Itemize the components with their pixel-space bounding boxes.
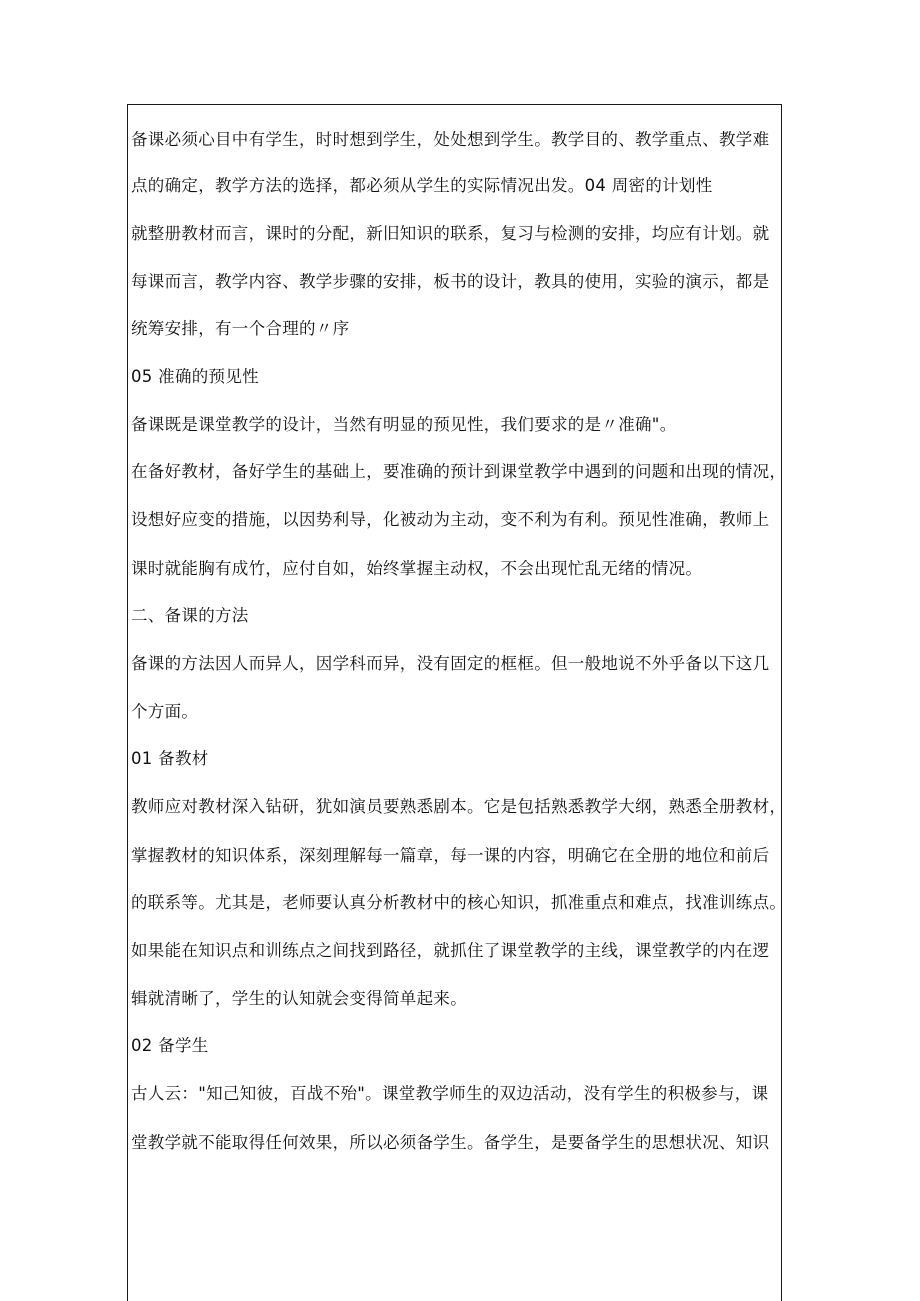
section-heading: 02 备学生 [131, 1036, 209, 1055]
paragraph-line: 的联系等。尤其是，老师要认真分析教材中的核心知识，抓准重点和难点，找准训练点。 [131, 893, 787, 912]
paragraph-line: 设想好应变的措施，以因势利导，化被动为主动，变不利为有利。预见性准确，教师上 [131, 510, 770, 529]
paragraph-line: 堂教学就不能取得任何效果，所以必须备学生。备学生，是要备学生的思想状况、知识 [131, 1133, 770, 1152]
section-heading: 二、备课的方法 [131, 606, 249, 625]
paragraph-line: 辑就清晰了，学生的认知就会变得简单起来。 [131, 989, 467, 1008]
paragraph-line: 点的确定，教学方法的选择，都必须从学生的实际情况出发。04 周密的计划性 [131, 176, 713, 195]
paragraph-line: 备课既是课堂教学的设计，当然有明显的预见性，我们要求的是〃准确"。 [131, 415, 677, 434]
paragraph-line: 个方面。 [131, 702, 199, 721]
section-heading: 01 备教材 [131, 749, 209, 768]
section-heading: 05 准确的预见性 [131, 367, 259, 386]
paragraph-line: 如果能在知识点和训练点之间找到路径，就抓住了课堂教学的主线，课堂教学的内在逻 [131, 941, 770, 960]
paragraph-line: 备课的方法因人而异人，因学科而异，没有固定的框框。但一般地说不外乎备以下这几 [131, 654, 770, 673]
paragraph-line: 统筹安排，有一个合理的〃序 [131, 319, 350, 338]
paragraph-line: 古人云："知己知彼，百战不殆"。课堂教学师生的双边活动，没有学生的积极参与，课 [131, 1084, 769, 1103]
paragraph-line: 在备好教材，备好学生的基础上，要准确的预计到课堂教学中遇到的问题和出现的情况， [131, 462, 787, 481]
paragraph-line: 掌握教材的知识体系，深刻理解每一篇章，每一课的内容，明确它在全册的地位和前后 [131, 846, 770, 865]
paragraph-line: 教师应对教材深入钻研，犹如演员要熟悉剧本。它是包括熟悉教学大纲，熟悉全册教材， [131, 797, 787, 816]
paragraph-line: 课时就能胸有成竹，应付自如，始终掌握主动权，不会出现忙乱无绪的情况。 [131, 559, 703, 578]
paragraph-line: 备课必须心目中有学生，时时想到学生，处处想到学生。教学目的、教学重点、教学难 [131, 130, 770, 149]
paragraph-line: 每课而言，教学内容、教学步骤的安排，板书的设计，教具的使用，实验的演示，都是 [131, 272, 770, 291]
paragraph-line: 就整册教材而言，课时的分配，新旧知识的联系，复习与检测的安排，均应有计划。就 [131, 224, 770, 243]
